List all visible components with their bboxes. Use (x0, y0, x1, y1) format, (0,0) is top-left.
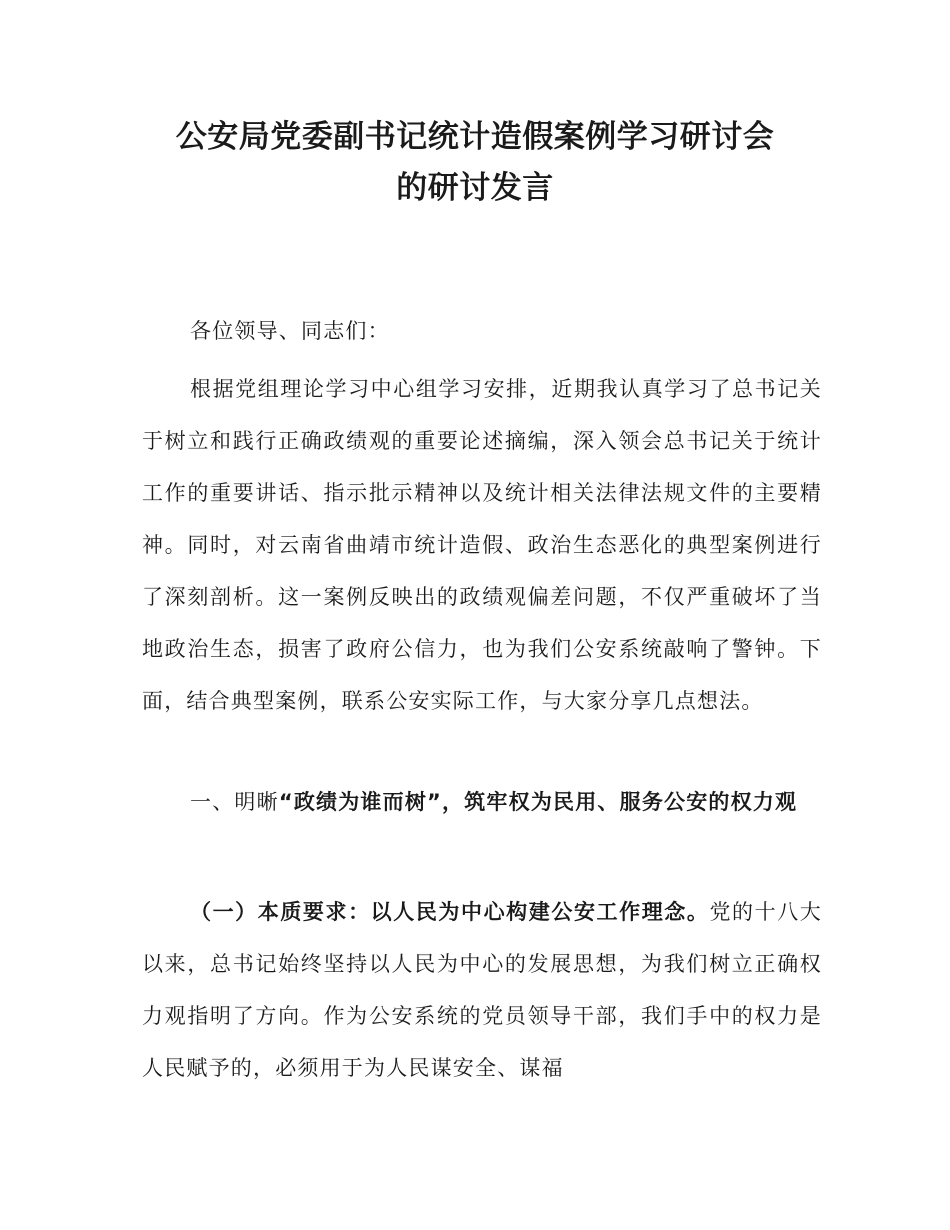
title-line-1: 公安局党委副书记统计造假案例学习研讨会 (175, 119, 775, 155)
title-line-2: 的研讨发言 (396, 170, 554, 206)
greeting: 各位领导、同志们： (190, 319, 390, 343)
paragraph-subsection-1 (142, 886, 822, 1094)
section-heading-1 (142, 776, 822, 828)
subsection-heading-1: （一）本质要求：以人民为中心构建公安工作理念。 (190, 900, 710, 924)
subsection-1-text: 党的十八大以来，总书记始终坚持以人民为中心的发展思想，为我们树立正确权力观指明了方向。作为公安系统的党员领导干部，我们手中的权力是人民赋予的，必须用于为人民谋安全、谋福 (142, 900, 822, 1080)
section-heading-1-number: 一、明晰 (190, 790, 279, 814)
section-heading-1-text: “政绩为谁而树”，筑牢权为民用、服务公安的权力观 (278, 790, 798, 814)
document-title (60, 112, 890, 214)
paragraph-intro: 根据党组理论学习中心组学习安排，近期我认真学习了总书记关于树立和践行正确政绩观的重要论述摘编，深入领会总书记关于统计工作的重要讲话、指示批示精神以及统计相关法律法规文件的主要精神。同时，对云南省曲靖市统计造假、政治生态恶化的典型案例进行了深刻剖析。这一案例反映出的政绩观偏差问题，不仅严重破坏了当地政治生态，损害了政府公信力，也为我们公安系统敲响了警钟。下面，结合典型案例，联系公安实际工作，与大家分享几点想法。 (142, 377, 822, 713)
